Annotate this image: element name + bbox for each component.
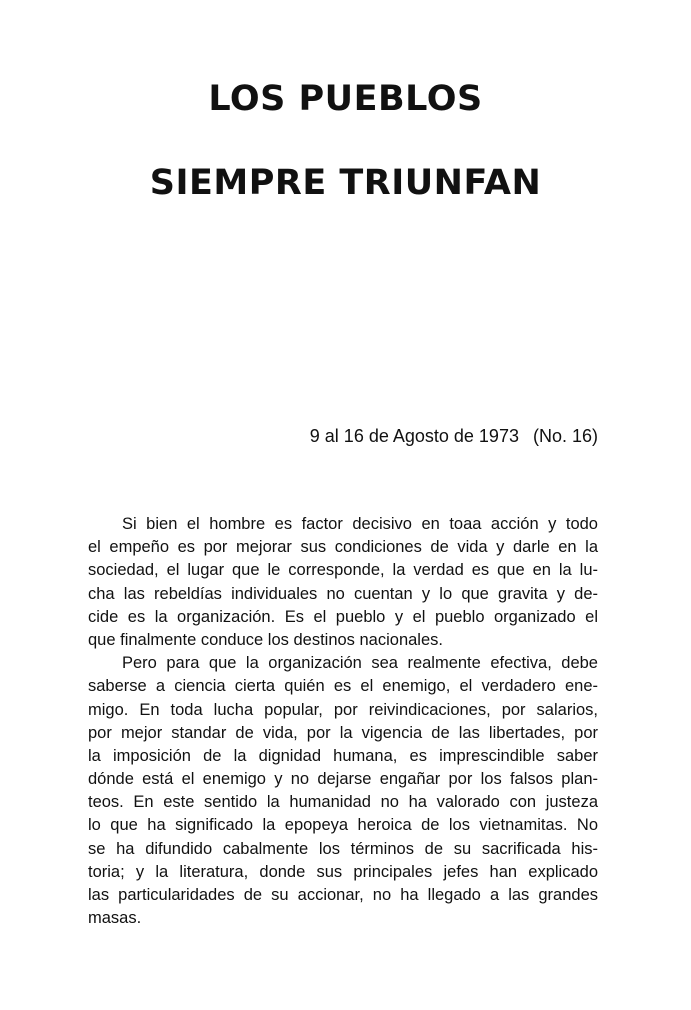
paragraph-1 [88,513,598,652]
text-line: por mejor standar de vida, por la vigencia de las libertades, por [88,723,598,742]
text-line: migo. En toda lucha popular, por reivindicaciones, por salarios, [88,700,598,719]
body-text [88,513,598,930]
text-line: Pero para que la organización sea realmente efectiva, debe [122,654,598,673]
text-line: se ha difundido cabalmente los términos de su sacrificada his- [88,839,598,858]
text-line: sociedad, el lugar que le corresponde, la verdad es que en la lu- [88,561,598,580]
text-line: cide es la organización. Es el pueblo y el pueblo organizado el [88,607,598,626]
text-line: Si bien el hombre es factor decisivo en toaa acción y todo [122,515,598,533]
dateline [310,424,598,448]
text-line: que finalmente conduce los destinos nacionales. [88,630,443,649]
text-line: teos. En este sentido la humanidad no ha valorado con justeza [88,793,598,812]
text-line: las particularidades de su accionar, no ha llegado a las grandes [88,886,598,904]
text-line: masas. [88,909,142,928]
text-line: la imposición de la dignidad humana, es imprescindible saber [88,746,598,765]
title-line-1: LOS PUEBLOS [208,79,483,119]
text-line: dónde está el enemigo y no dejarse engañar por los falsos plan- [88,770,598,789]
title-line-2: SIEMPRE TRIUNFAN [149,163,542,203]
issue-number: (No. 16) [532,426,598,446]
text-line: saberse a ciencia cierta quién es el enemigo, el verdadero ene- [88,677,598,696]
text-line: cha las rebeldías individuales no cuentan y lo que gravita y de- [88,584,598,603]
text-line: el empeño es por mejorar sus condiciones de vida y darle en la [88,538,598,557]
text-line: toria; y la literatura, donde sus principales jefes han explicado [88,862,598,881]
date-text: 9 al 16 de Agosto de 1973 [309,426,519,446]
paragraph-2 [88,652,598,930]
text-line: lo que ha significado la epopeya heroica de los vietnamitas. No [88,816,598,835]
